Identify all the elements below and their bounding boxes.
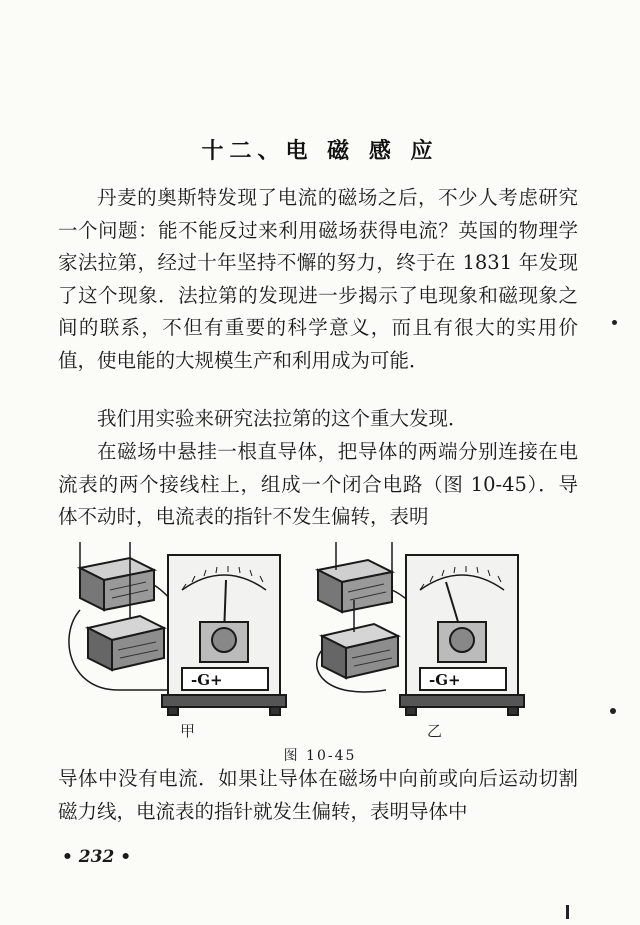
meter-label-a: -G+ [191,671,223,689]
paragraph-setup: 在磁场中悬挂一根直导体，把导体的两端分别连接在电流表的两个接线柱上，组成一个闭合电路（图 10-45）．导体不动时，电流表的指针不发生偏转，表明 [58,440,578,528]
apparatus-drawing [58,540,588,740]
galvanometer-b-icon [400,555,524,715]
page-title: 十二、电 磁 感 应 [201,138,439,164]
figure-label-b: 乙 [427,722,443,740]
lower-magnet-a-icon [88,616,164,670]
paragraph-intro: 丹麦的奥斯特发现了电流的磁场之后，不少人考虑研究一个问题：能不能反过来利用磁场获得电流？英国的物理学家法拉第，经过十年坚持不懈的努力，终于在 1831 年发现了这个现象．法拉第的发现进一步揭示了电现象和磁现象之间的联系，不但有重要的科学意义，而且有很大的实用价值，使电能的大规模生产和利用成为可能． [58,186,578,372]
scan-speck [610,708,616,714]
scan-speck [612,320,617,325]
figure-label-a: 甲 [180,722,196,740]
lower-magnet-b-icon [322,624,398,678]
scan-mark [566,905,569,919]
page-number: • 232 • [62,847,132,867]
figure-caption: 图 10-45 [283,748,357,764]
paragraph-experiment: 我们用实验来研究法拉第的这个重大发现． [97,407,468,430]
upper-magnet-b-icon [318,560,392,612]
setup-a [69,542,286,715]
paragraph-continuation: 导体中没有电流．如果让导体在磁场中向前或向后运动切割磁力线，电流表的指针就发生偏转，表明导体中 [58,767,578,823]
setup-b [317,542,524,715]
figure-10-45-illustration [58,540,588,740]
upper-magnet-a-icon [80,558,154,610]
meter-label-b: -G+ [429,671,461,689]
galvanometer-a-icon [162,555,286,715]
